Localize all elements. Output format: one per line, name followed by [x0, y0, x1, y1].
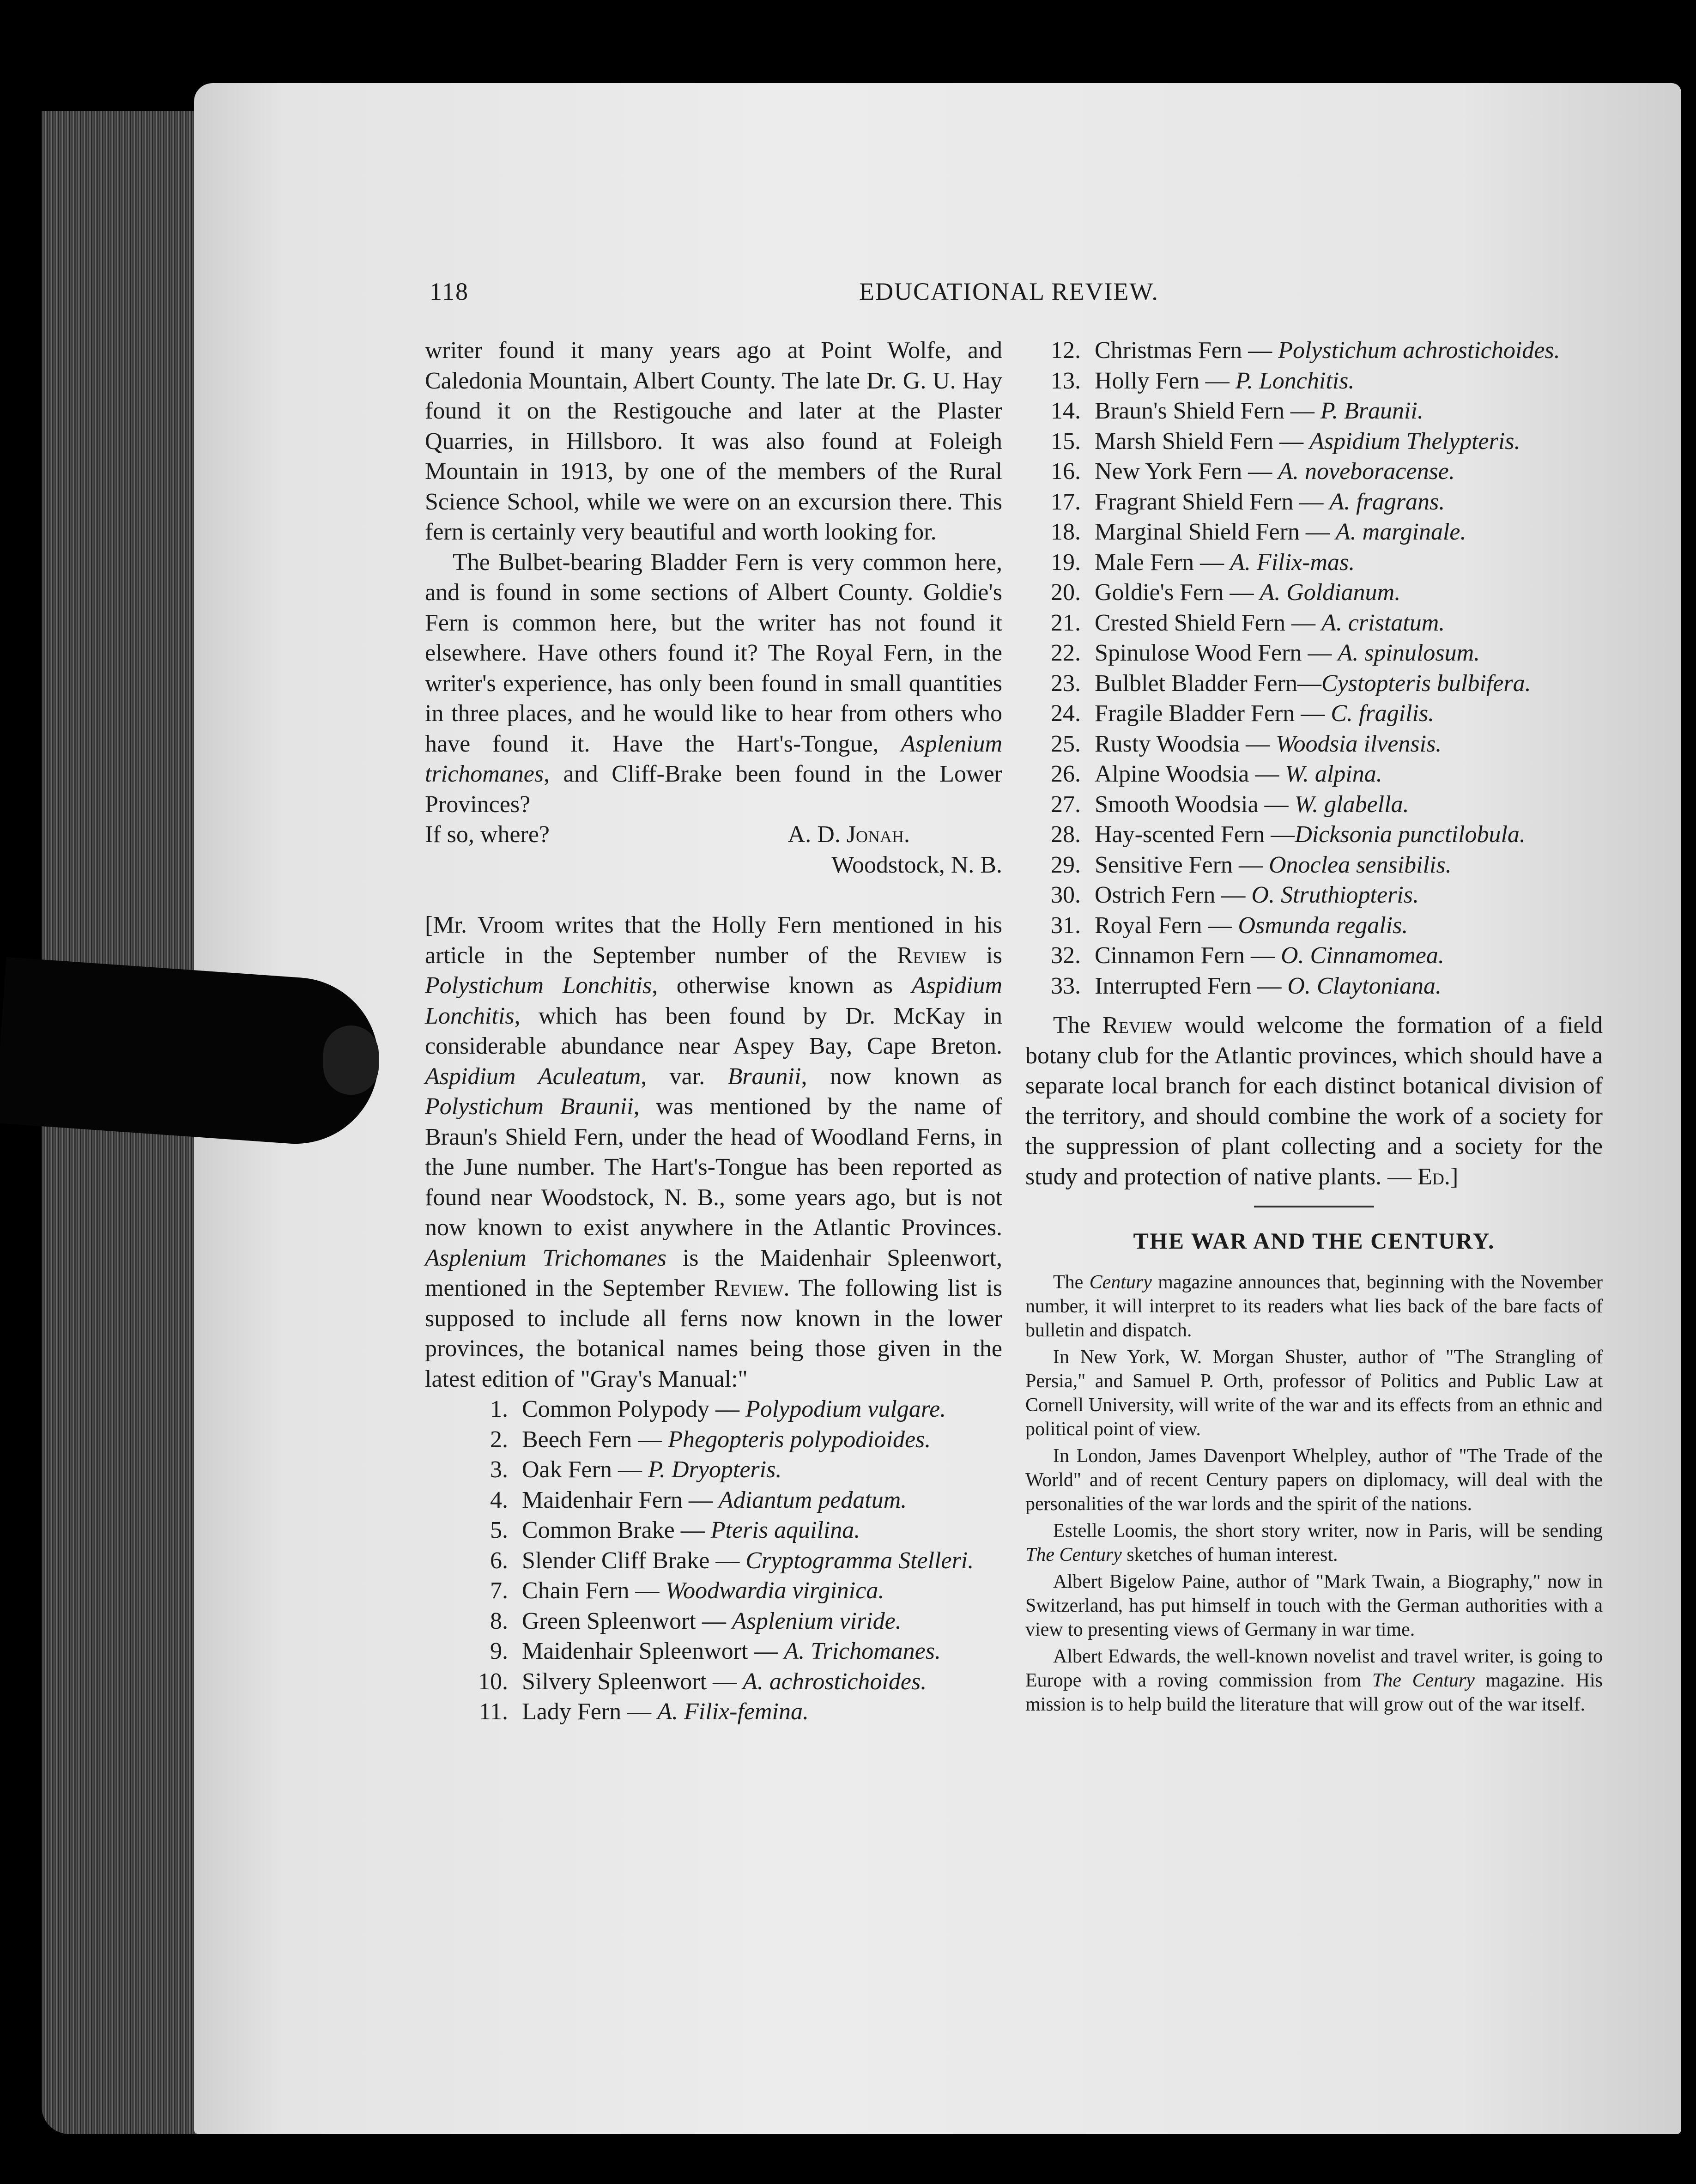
list-text — [1095, 547, 1603, 578]
list-text — [522, 1667, 1002, 1697]
list-text — [1095, 577, 1603, 608]
list-number: 19. — [1051, 549, 1081, 576]
common-name: Slender Cliff Brake — — [522, 1547, 746, 1574]
common-name: Spinulose Wood Fern — — [1095, 640, 1338, 666]
fern-list-item — [453, 1455, 1002, 1485]
common-name: Green Spleenwort — — [522, 1608, 732, 1634]
list-text — [1095, 789, 1603, 820]
italic-run: Aspidium Lonchitis — [425, 972, 1003, 1029]
botanical-name: P. Lonchitis. — [1235, 367, 1355, 394]
botanical-name: C. fragilis. — [1331, 700, 1435, 727]
common-name: Maidenhair Spleenwort — — [522, 1638, 784, 1664]
botanical-name: A. Filix-femina. — [657, 1699, 809, 1725]
fern-list-item — [453, 1515, 1002, 1546]
botanical-name: Cystopteris bulbifera. — [1321, 670, 1531, 697]
running-head: EDUCATIONAL REVIEW. — [859, 278, 1159, 305]
common-name: Alpine Woodsia — — [1095, 761, 1285, 787]
list-number: 29. — [1051, 851, 1081, 878]
common-name: Chain Fern — — [522, 1577, 666, 1604]
list-text — [1095, 366, 1603, 396]
list-text — [1095, 729, 1603, 759]
spacer — [1025, 1001, 1603, 1010]
list-number: 13. — [1051, 367, 1081, 394]
war-paragraph-6 — [1025, 1644, 1603, 1717]
text-run: magazine. His mission is to help build the literature that will grow out of the war itself. — [1025, 1669, 1603, 1715]
list-text — [1095, 880, 1603, 910]
botanical-name: Dicksonia punctilobula. — [1295, 821, 1526, 848]
list-number: 10. — [478, 1668, 508, 1695]
list-text — [1095, 487, 1603, 517]
signature-place: Woodstock, N. B. — [831, 851, 1002, 878]
text-run: , and Cliff-Brake been found in the Lower Provinces? — [425, 761, 1002, 818]
botanical-name: Cryptogramma Stelleri. — [745, 1547, 974, 1574]
italic-run: Aspidium Aculeatum — [425, 1063, 641, 1090]
fern-list-item — [1025, 729, 1603, 759]
italic-run: Century — [1089, 1271, 1152, 1293]
fern-list-item — [1025, 547, 1603, 578]
fern-list-item — [1025, 638, 1603, 668]
fern-list-left — [453, 1394, 1002, 1727]
signature-line — [425, 819, 1002, 850]
list-number: 26. — [1051, 761, 1081, 787]
list-text — [522, 1485, 1002, 1516]
list-text — [522, 1636, 1002, 1667]
list-number: 20. — [1051, 579, 1081, 606]
list-number: 24. — [1051, 700, 1081, 727]
war-paragraph-1 — [1025, 1270, 1603, 1342]
left-paragraph-2 — [425, 547, 1002, 820]
common-name: Common Brake — — [522, 1517, 711, 1543]
list-number: 28. — [1051, 821, 1081, 848]
common-name: Rusty Woodsia — — [1095, 730, 1276, 757]
botanical-name: A. Trichomanes. — [784, 1638, 941, 1664]
list-text — [1095, 910, 1603, 941]
italic-run: Asplenium Trichomanes — [425, 1244, 667, 1271]
list-text — [522, 1697, 1002, 1727]
text-run: would welcome the formation of a field botany club for the Atlantic provinces, which should have a separate local branch for each distinct botanical division of the territory, and should combine the work of a society for the suppression of plant collecting and a society for the study and protection of native plants. — — [1025, 1012, 1603, 1190]
italic-run: The Century — [1025, 1544, 1122, 1565]
list-number: 27. — [1051, 791, 1081, 818]
list-text — [1095, 759, 1603, 789]
botanical-name: O. Claytoniana. — [1287, 972, 1442, 999]
list-number: 17. — [1051, 488, 1081, 515]
text-run: The Bulbet-bearing Bladder Fern is very common here, and is found in some sections of Albert County. Goldie's Fern is common here, but the writer has not found it elsewhere. Have others found it? The Royal Fern, in the writer's experience, has only been found in small quantities in three places, and he would like to hear from others who have found it. Have the Hart's-Tongue, — [425, 549, 1002, 757]
list-number: 22. — [1051, 640, 1081, 666]
botanical-name: Asplenium viride. — [732, 1608, 902, 1634]
list-number: 21. — [1051, 609, 1081, 636]
fern-list-item — [1025, 668, 1603, 699]
common-name: Ostrich Fern — — [1095, 882, 1252, 908]
text-run: magazine announces that, beginning with the November number, it will interpret to its readers what lies back of the bare facts of bulletin and dispatch. — [1025, 1271, 1603, 1341]
fern-list-item — [453, 1546, 1002, 1576]
botanical-name: W. alpina. — [1285, 761, 1382, 787]
common-name: Common Polypody — — [522, 1396, 745, 1422]
list-number: 25. — [1051, 730, 1081, 757]
left-paragraph-1: writer found it many years ago at Point Wolfe, and Caledonia Mountain, Albert County. The late Dr. G. U. Hay found it on the Restigouche and later at the Plaster Quarries, in Hillsboro. It was also found at Foleigh Mountain in 1913, by one of the members of the Rural Science School, while we were on an excursion there. This fern is certainly very beautiful and worth looking for. — [425, 337, 1002, 545]
fern-list-item — [1025, 819, 1603, 850]
fern-list-item — [453, 1576, 1002, 1606]
list-text — [1095, 456, 1603, 487]
list-number: 8. — [490, 1608, 508, 1634]
fern-list-item — [1025, 517, 1603, 547]
botanical-name: Osmunda regalis. — [1238, 912, 1408, 939]
fern-list-item — [1025, 426, 1603, 457]
closing-note — [1025, 1010, 1603, 1192]
botanical-name: P. Dryopteris. — [648, 1456, 782, 1483]
list-text — [1095, 396, 1603, 426]
list-text — [1095, 608, 1603, 638]
fern-list-item — [1025, 335, 1603, 366]
fern-list-item — [1025, 880, 1603, 910]
page-number: 118 — [430, 278, 469, 305]
botanical-name: Adiantum pedatum. — [719, 1486, 907, 1513]
text-run: [Mr. Vroom writes that the Holly Fern mentioned in his article in the September number of the — [425, 912, 1002, 969]
war-paragraph-3: In London, James Davenport Whelpley, author of "The Trade of the World" and of recent Century papers on diplomacy, will deal with the personalities of the war lords and the spirit of the nations. — [1025, 1445, 1603, 1515]
text-run: Albert Edwards, the well-known novelist and travel writer, is going to Europe with a roving commission from — [1025, 1645, 1603, 1691]
list-text — [1095, 426, 1603, 457]
botanical-name: Polystichum achrostichoides. — [1278, 337, 1560, 364]
botanical-name: Woodsia ilvensis. — [1276, 730, 1442, 757]
thumbnail-highlight — [323, 1025, 379, 1095]
fern-list-item — [453, 1485, 1002, 1516]
botanical-name: Pteris aquilina. — [710, 1517, 860, 1543]
text-run: Review — [896, 942, 967, 969]
list-text — [1095, 668, 1603, 699]
fern-list-item — [453, 1606, 1002, 1637]
botanical-name: P. Braunii. — [1320, 398, 1423, 424]
text-run: The — [1053, 1271, 1090, 1293]
common-name: Braun's Shield Fern — — [1095, 398, 1320, 424]
botanical-name: A. fragrans. — [1329, 488, 1445, 515]
common-name: Silvery Spleenwort — — [522, 1668, 743, 1695]
list-text — [522, 1546, 1002, 1576]
list-text — [1095, 850, 1603, 880]
list-number: 33. — [1051, 972, 1081, 999]
common-name: Sensitive Fern — — [1095, 851, 1269, 878]
fern-list-item — [1025, 759, 1603, 789]
text-run: . The following list is supposed to include all ferns now known in the lower provinces, the botanical names being those given in the latest edition of "Gray's Manual:" — [425, 1275, 1002, 1392]
text-run: ] — [1450, 1163, 1459, 1190]
text-run: The — [1053, 1012, 1103, 1038]
botanical-name: A. cristatum. — [1321, 609, 1445, 636]
list-number: 2. — [490, 1426, 508, 1453]
common-name: Hay-scented Fern — — [1095, 821, 1295, 848]
botanical-name: Aspidium Thelypteris. — [1309, 428, 1520, 455]
common-name: Christmas Fern — — [1095, 337, 1278, 364]
italic-run: Polystichum Lonchitis — [425, 972, 652, 999]
common-name: New York Fern — — [1095, 458, 1278, 485]
list-number: 14. — [1051, 398, 1081, 424]
fern-list-item — [1025, 971, 1603, 1001]
list-number: 15. — [1051, 428, 1081, 455]
common-name: Holly Fern — — [1095, 367, 1236, 394]
common-name: Bulblet Bladder Fern— — [1095, 670, 1322, 697]
italic-run: The Century — [1372, 1669, 1475, 1691]
botanical-name: A. marginale. — [1335, 519, 1466, 545]
list-text — [1095, 517, 1603, 547]
list-number: 18. — [1051, 519, 1081, 545]
list-text — [1095, 971, 1603, 1001]
botanical-name: A. noveboracense. — [1278, 458, 1455, 485]
botanical-name: Woodwardia virginica. — [665, 1577, 884, 1604]
fern-list-item — [1025, 850, 1603, 880]
common-name: Maidenhair Fern — — [522, 1486, 719, 1513]
fern-list-item — [1025, 698, 1603, 729]
text-run: sketches of human interest. — [1121, 1544, 1338, 1565]
list-number: 16. — [1051, 458, 1081, 485]
editor-note — [425, 910, 1002, 1394]
text-run: Ed. — [1417, 1163, 1450, 1190]
list-text — [522, 1576, 1002, 1606]
common-name: Oak Fern — — [522, 1456, 648, 1483]
text-run: , which has been found by Dr. McKay in considerable abundance near Aspey Bay, Cape Breton. — [425, 1002, 1002, 1059]
right-column — [1025, 335, 1603, 1719]
list-text — [522, 1455, 1002, 1485]
fern-list-item — [453, 1394, 1002, 1425]
text-run: , was mentioned by the name of Braun's Shield Fern, under the head of Woodland Ferns, in the June number. The Hart's-Tongue has been reported as found near Woodstock, N. B., some years ago, but is not now known to exist anywhere in the Atlantic Provinces. — [425, 1093, 1003, 1241]
divider-rule — [1254, 1206, 1374, 1207]
text-run: is the Maidenhair Spleenwort, mentioned in the September — [425, 1244, 1002, 1301]
botanical-name: Phegopteris polypodioides. — [668, 1426, 931, 1453]
text-run: Review — [714, 1275, 784, 1301]
section-heading: THE WAR AND THE CENTURY. — [1133, 1228, 1495, 1254]
left-column — [425, 335, 1002, 1727]
list-number: 12. — [1051, 337, 1081, 364]
common-name: Fragrant Shield Fern — — [1095, 488, 1330, 515]
common-name: Goldie's Fern — — [1095, 579, 1260, 606]
war-article — [1025, 1270, 1603, 1717]
italic-run: Polystichum Braunii — [425, 1093, 634, 1120]
list-number: 11. — [479, 1699, 508, 1725]
list-text — [522, 1394, 1002, 1425]
italic-run: Braunii — [727, 1063, 801, 1090]
list-text — [1095, 638, 1603, 668]
common-name: Male Fern — — [1095, 549, 1230, 576]
war-paragraph-4 — [1025, 1519, 1603, 1567]
fern-list-item — [453, 1667, 1002, 1697]
list-number: 5. — [490, 1517, 508, 1543]
fern-list-right — [1025, 335, 1603, 1001]
list-number: 7. — [490, 1577, 508, 1604]
text-run: , otherwise known as — [652, 972, 912, 999]
common-name: Marsh Shield Fern — — [1095, 428, 1310, 455]
list-number: 31. — [1051, 912, 1081, 939]
list-number: 30. — [1051, 882, 1081, 908]
fern-list-item — [453, 1636, 1002, 1667]
signature-name: A. D. Jonah. — [787, 821, 910, 848]
botanical-name: A. spinulosum. — [1338, 640, 1480, 666]
list-text — [1095, 698, 1603, 729]
signature-question: If so, where? — [425, 821, 550, 848]
fern-list-item — [453, 1697, 1002, 1727]
botanical-name: A. Goldianum. — [1260, 579, 1401, 606]
list-text — [1095, 940, 1603, 971]
spacer — [425, 880, 1002, 910]
text-run: , var. — [641, 1063, 728, 1090]
botanical-name: A. Filix-mas. — [1230, 549, 1355, 576]
list-number: 9. — [490, 1638, 508, 1664]
text-run: is — [966, 942, 1002, 969]
list-text — [522, 1425, 1002, 1455]
common-name: Lady Fern — — [522, 1699, 658, 1725]
text-run: , now known as — [801, 1063, 1002, 1090]
list-number: 6. — [490, 1547, 508, 1574]
fern-list-item — [1025, 456, 1603, 487]
war-paragraph-5: Albert Bigelow Paine, author of "Mark Twain, a Biography," now in Switzerland, has put himself in touch with the German authorities with a view to presenting views of Germany in war time. — [1025, 1571, 1603, 1640]
war-paragraph-2: In New York, W. Morgan Shuster, author of "The Strangling of Persia," and Samuel P. Orth, professor of Politics and Public Law at Cornell University, will write of the war and its effects from an ethnic and political point of view. — [1025, 1346, 1603, 1440]
list-text — [522, 1606, 1002, 1637]
list-number: 3. — [490, 1456, 508, 1483]
botanical-name: W. glabella. — [1294, 791, 1409, 818]
text-run: Estelle Loomis, the short story writer, now in Paris, will be sending — [1053, 1520, 1603, 1541]
common-name: Cinnamon Fern — — [1095, 942, 1281, 969]
common-name: Fragile Bladder Fern — — [1095, 700, 1331, 727]
fern-list-item — [1025, 940, 1603, 971]
fern-list-item — [1025, 577, 1603, 608]
list-text — [1095, 335, 1603, 366]
common-name: Royal Fern — — [1095, 912, 1238, 939]
list-number: 32. — [1051, 942, 1081, 969]
text-run: Review — [1102, 1012, 1172, 1038]
botanical-name: Onoclea sensibilis. — [1268, 851, 1452, 878]
fern-list-item — [1025, 396, 1603, 426]
common-name: Crested Shield Fern — — [1095, 609, 1322, 636]
fern-list-item — [1025, 789, 1603, 820]
list-number: 23. — [1051, 670, 1081, 697]
botanical-name: O. Struthiopteris. — [1251, 882, 1419, 908]
fern-list-item — [1025, 608, 1603, 638]
botanical-name: O. Cinnamomea. — [1280, 942, 1444, 969]
botanical-name: Polypodium vulgare. — [745, 1396, 946, 1422]
list-text — [522, 1515, 1002, 1546]
common-name: Beech Fern — — [522, 1426, 668, 1453]
list-number: 1. — [490, 1396, 508, 1422]
fern-list-item — [1025, 366, 1603, 396]
list-text — [1095, 819, 1603, 850]
fern-list-item — [1025, 487, 1603, 517]
common-name: Interrupted Fern — — [1095, 972, 1288, 999]
botanical-name: A. achrostichoides. — [743, 1668, 927, 1695]
list-number: 4. — [490, 1486, 508, 1513]
common-name: Smooth Woodsia — — [1095, 791, 1295, 818]
fern-list-item — [1025, 910, 1603, 941]
italic-run: Asplenium trichomanes — [425, 730, 1002, 787]
common-name: Marginal Shield Fern — — [1095, 519, 1336, 545]
fern-list-item — [453, 1425, 1002, 1455]
